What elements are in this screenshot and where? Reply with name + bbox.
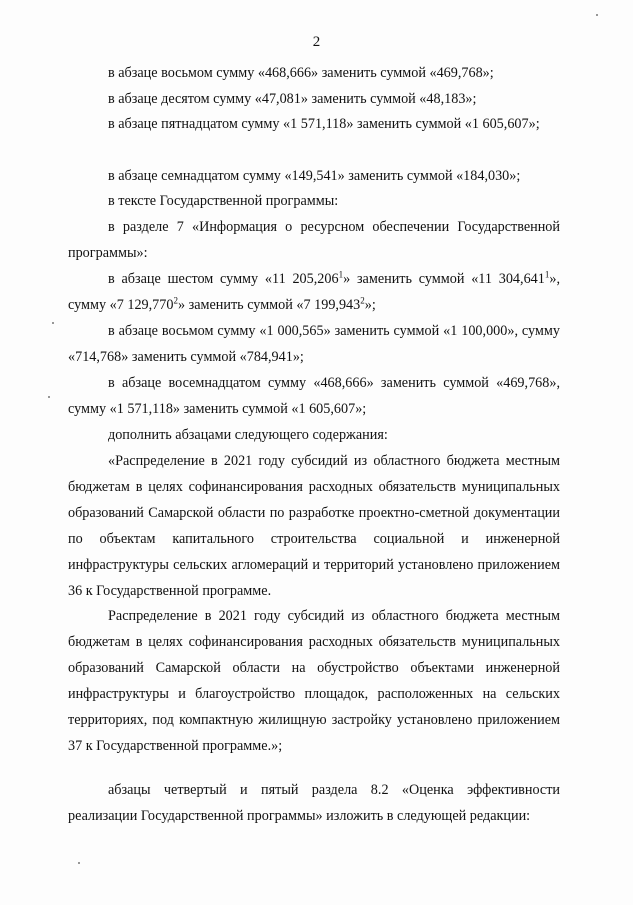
paragraph-7-part-e: »; bbox=[364, 297, 376, 313]
paragraph-7 bbox=[68, 266, 560, 318]
paragraph-6: в разделе 7 «Информация о ресурсном обеспечении Государственной программы»: bbox=[68, 219, 560, 261]
paragraph-5: в тексте Государственной программы: bbox=[108, 193, 339, 209]
footnote-mark: 2 bbox=[173, 295, 178, 306]
paragraph-12: Распределение в 2021 году субсидий из областного бюджета местным бюджетам в целях софинансирования расходных обязательств муниципальных образований Самарской области на обустройство объектами инженерной инфраструктуры и благоустройство площадок, расположенных на сельских территориях, под компактную жилищную застройку установлено приложением 37 к Государственной программе.»; bbox=[68, 608, 560, 754]
paragraph-10: дополнить абзацами следующего содержания: bbox=[108, 427, 388, 443]
footnote-mark: 1 bbox=[338, 269, 344, 280]
paragraph-7-part-b: » заменить суммой «11 304,641 bbox=[343, 271, 545, 287]
scan-speck bbox=[52, 322, 54, 324]
scan-speck bbox=[596, 14, 598, 16]
footnote-mark: 1 bbox=[544, 269, 550, 280]
footnote-mark: 2 bbox=[360, 295, 365, 306]
paragraph-13: абзацы четвертый и пятый раздела 8.2 «Оценка эффективности реализации Государственной программы» изложить в следующей редакции: bbox=[68, 782, 560, 824]
paragraph-1: в абзаце восьмом сумму «468,666» заменить суммой «469,768»; bbox=[108, 65, 494, 81]
paragraph-7-part-a: в абзаце шестом сумму «11 205,206 bbox=[108, 271, 339, 287]
paragraph-2: в абзаце десятом сумму «47,081» заменить суммой «48,183»; bbox=[108, 91, 477, 107]
paragraph-9: в абзаце восемнадцатом сумму «468,666» заменить суммой «469,768», сумму «1 571,118» заменить суммой «1 605,607»; bbox=[68, 375, 560, 417]
page-number: 2 bbox=[312, 34, 321, 50]
scan-speck bbox=[78, 862, 80, 864]
paragraph-11: «Распределение в 2021 году субсидий из областного бюджета местным бюджетам в целях софинансирования расходных обязательств муниципальных образований Самарской области по разработке проектно-сметной документации по объектам капитального строительства социальной и инженерной инфраструктуры сельских агломераций и территорий установлено приложением 36 к Государственной программе. bbox=[68, 453, 560, 599]
paragraph-7-part-d: » заменить суммой «7 199,943 bbox=[177, 297, 361, 313]
paragraph-7-part-c: », сумму «7 129,770 bbox=[68, 271, 560, 313]
paragraph-3: в абзаце пятнадцатом сумму «1 571,118» заменить суммой «1 605,607»; bbox=[108, 116, 540, 132]
paragraph-8: в абзаце восьмом сумму «1 000,565» заменить суммой «1 100,000», сумму «714,768» заменить суммой «784,941»; bbox=[68, 323, 560, 365]
scan-speck bbox=[48, 396, 50, 398]
paragraph-4: в абзаце семнадцатом сумму «149,541» заменить суммой «184,030»; bbox=[108, 168, 521, 184]
